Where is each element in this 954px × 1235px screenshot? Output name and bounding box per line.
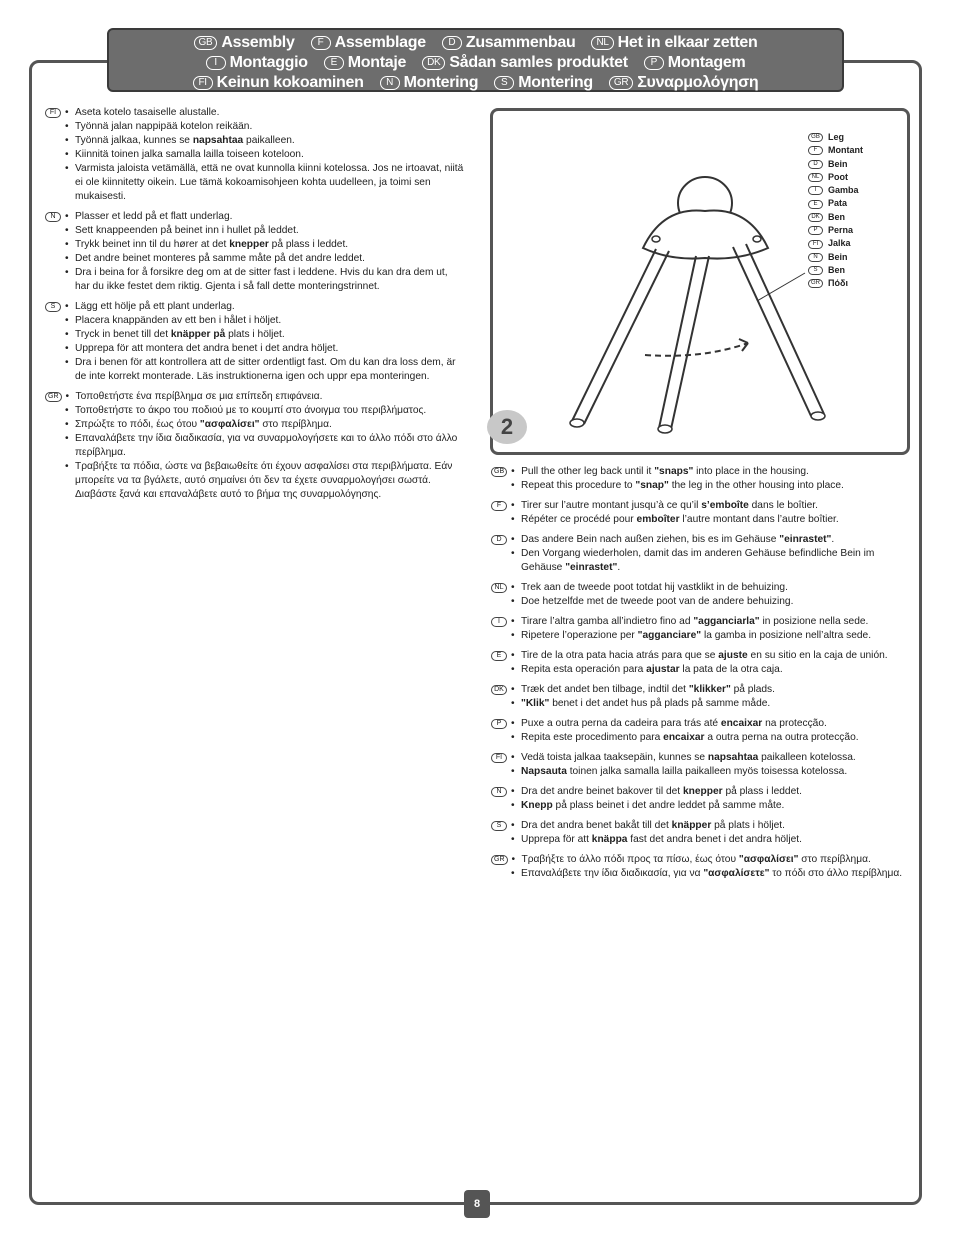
instruction-block bbox=[491, 853, 911, 881]
instruction-line bbox=[491, 853, 911, 867]
title-label: Montaggio bbox=[229, 54, 308, 71]
legend-item bbox=[808, 158, 863, 171]
instruction-text: Varmista jaloista vetämällä, että ne ovat kunnolla kiinni kotelossa. Jos ne irtoavat, niitä ei ole kiinnitetty oikein. Lue tämä kokoamisohjeen kohta uudelleen, ja toimi sen mukaisesti. bbox=[75, 163, 464, 202]
instruction-text: Lägg ett hölje på ett plant underlag. bbox=[75, 301, 235, 312]
bullet: • bbox=[65, 315, 69, 326]
title-label: Assemblage bbox=[334, 34, 426, 51]
title-label: Het in elkaar zetten bbox=[617, 34, 758, 51]
instruction-block bbox=[491, 615, 911, 643]
instruction-text: Επαναλάβετε την ίδια διαδικασία, για να συναρμολογήσετε και το άλλο πόδι στο άλλο περίβλημα. bbox=[75, 433, 458, 458]
bullet: • bbox=[511, 766, 515, 777]
bullet: • bbox=[511, 698, 515, 709]
instruction-line bbox=[45, 210, 465, 224]
legend-label: Poot bbox=[828, 171, 848, 182]
instruction-line bbox=[45, 106, 465, 120]
instruction-line bbox=[491, 799, 911, 813]
bullet: • bbox=[511, 596, 515, 607]
instruction-block bbox=[45, 106, 465, 204]
instruction-text: Repeat this procedure to "snap" the leg in the other housing into place. bbox=[521, 480, 844, 491]
title-label: Montagem bbox=[667, 54, 746, 71]
legend-item bbox=[808, 277, 863, 290]
instruction-line bbox=[45, 356, 465, 384]
language-code-badge: DK bbox=[491, 685, 507, 695]
instruction-text: Napsauta toinen jalka samalla lailla paikalleen myös toisessa kotelossa. bbox=[521, 766, 848, 777]
language-code-badge: GB bbox=[194, 36, 218, 50]
title-item bbox=[194, 34, 295, 52]
title-item bbox=[206, 54, 308, 72]
bullet: • bbox=[511, 752, 515, 763]
language-code-badge: GB bbox=[808, 133, 823, 142]
bullet: • bbox=[65, 211, 69, 222]
language-code-badge: P bbox=[644, 56, 664, 70]
page-number: 8 bbox=[464, 1190, 490, 1218]
instruction-text: Aseta kotelo tasaiselle alustalle. bbox=[75, 107, 220, 118]
legend-item bbox=[808, 211, 863, 224]
title-item bbox=[311, 34, 426, 52]
instruction-line bbox=[491, 581, 911, 595]
instruction-text: Trykk beinet inn til du hører at det knepper på plass i leddet. bbox=[75, 239, 349, 250]
instruction-line bbox=[491, 649, 911, 663]
legend-label: Gamba bbox=[828, 185, 859, 196]
instruction-line bbox=[45, 148, 465, 162]
bullet: • bbox=[511, 630, 515, 641]
language-code-badge: P bbox=[491, 719, 507, 729]
title-row bbox=[109, 53, 842, 73]
instruction-line bbox=[491, 717, 911, 731]
language-code-badge: GR bbox=[609, 76, 633, 90]
instruction-line bbox=[491, 731, 911, 745]
title-label: Montering bbox=[518, 74, 593, 91]
title-item bbox=[609, 74, 758, 92]
bullet: • bbox=[65, 239, 69, 250]
title-item bbox=[422, 54, 628, 72]
instruction-text: Doe hetzelfde met de tweede poot van de andere behuizing. bbox=[521, 596, 794, 607]
bullet: • bbox=[511, 650, 515, 661]
legend-item bbox=[808, 184, 863, 197]
bullet: • bbox=[65, 267, 69, 278]
bullet: • bbox=[65, 419, 69, 430]
instruction-text: Σπρώξτε το πόδι, έως ότου "ασφαλίσει" στο περίβλημα. bbox=[75, 419, 332, 430]
instruction-text: Repita este procedimento para encaixar a outra perna na outra protecção. bbox=[521, 732, 859, 743]
instruction-line bbox=[491, 765, 911, 779]
language-code-badge: S bbox=[491, 821, 507, 831]
legend-item bbox=[808, 237, 863, 250]
instruction-block bbox=[491, 649, 911, 677]
instruction-line bbox=[491, 867, 911, 881]
instruction-text: Dra i beina for å forsikre deg om at de sitter fast i leddene. Hvis du kan dra dem ut, har du ikke festet dem riktig. Gjenta i så fall dette monteringstrinnet. bbox=[75, 267, 448, 292]
bullet: • bbox=[65, 253, 69, 264]
instruction-text: Tryck in benet till det knäpper på plats i höljet. bbox=[75, 329, 285, 340]
language-code-badge: NL bbox=[491, 583, 507, 593]
instruction-line bbox=[491, 697, 911, 711]
instruction-text: Trek aan de tweede poot totdat hij vastklikt in de behuizing. bbox=[521, 582, 788, 593]
legend-label: Montant bbox=[828, 145, 863, 156]
bullet: • bbox=[511, 534, 515, 545]
left-instructions bbox=[45, 106, 465, 508]
instruction-line bbox=[45, 328, 465, 342]
right-instructions bbox=[491, 465, 911, 887]
bullet: • bbox=[511, 548, 515, 559]
instruction-text: Τοποθετήστε ένα περίβλημα σε μια επίπεδη επιφάνεια. bbox=[75, 391, 323, 402]
instruction-text: Tire de la otra pata hacia atrás para que se ajuste en su sitio en la caja de unión. bbox=[521, 650, 888, 661]
instruction-line bbox=[491, 785, 911, 799]
bullet: • bbox=[65, 405, 69, 416]
instruction-text: Repita esta operación para ajustar la pata de la otra caja. bbox=[521, 664, 783, 675]
language-code-badge: DK bbox=[422, 56, 445, 70]
instruction-block bbox=[491, 499, 911, 527]
legend-label: Bein bbox=[828, 158, 848, 169]
instruction-text: Ripetere l’operazione per "agganciare" la gamba in posizione nell’altra sede. bbox=[521, 630, 872, 641]
bullet: • bbox=[65, 329, 69, 340]
bullet: • bbox=[511, 800, 515, 811]
language-code-badge: D bbox=[442, 36, 462, 50]
language-code-badge: I bbox=[206, 56, 226, 70]
instruction-line bbox=[45, 120, 465, 134]
language-code-badge: F bbox=[311, 36, 331, 50]
bullet: • bbox=[65, 357, 69, 368]
instruction-text: Répéter ce procédé pour emboîter l’autre montant dans l’autre boîtier. bbox=[521, 514, 839, 525]
legend-item bbox=[808, 224, 863, 237]
step-number-badge: 2 bbox=[487, 410, 527, 444]
title-item bbox=[591, 34, 757, 52]
instruction-line bbox=[491, 819, 911, 833]
instruction-text: Træk det andet ben tilbage, indtil det "klikker" på plads. bbox=[521, 684, 775, 695]
instruction-line bbox=[491, 479, 911, 493]
instruction-text: Det andre beinet monteres på samme måte på det andre leddet. bbox=[75, 253, 365, 264]
bullet: • bbox=[511, 466, 515, 477]
instruction-line bbox=[45, 404, 465, 418]
legend-label: Πόδι bbox=[828, 278, 848, 289]
parts-legend bbox=[808, 131, 863, 291]
instruction-block bbox=[491, 533, 911, 575]
instruction-text: Τραβήξτε το άλλο πόδι προς τα πίσω, έως ότου "ασφαλίσει" στο περίβλημα. bbox=[521, 854, 871, 865]
title-label: Keinun kokoaminen bbox=[216, 74, 364, 91]
instruction-block bbox=[45, 300, 465, 384]
bullet: • bbox=[511, 684, 515, 695]
bullet: • bbox=[65, 121, 69, 132]
language-code-badge: F bbox=[808, 146, 823, 155]
instruction-block bbox=[491, 819, 911, 847]
instruction-line bbox=[45, 418, 465, 432]
instruction-text: Den Vorgang wiederholen, damit das im anderen Gehäuse befindliche Bein im Gehäuse "einrastet". bbox=[521, 548, 875, 573]
instruction-line bbox=[491, 533, 911, 547]
language-code-badge: S bbox=[494, 76, 514, 90]
language-code-badge: E bbox=[324, 56, 344, 70]
instruction-line bbox=[491, 499, 911, 513]
legend-item bbox=[808, 131, 863, 144]
instruction-text: Puxe a outra perna da cadeira para trás até encaixar na protecção. bbox=[521, 718, 827, 729]
language-code-badge: I bbox=[491, 617, 507, 627]
legend-label: Ben bbox=[828, 264, 846, 275]
instruction-line bbox=[45, 432, 465, 460]
legend-item bbox=[808, 171, 863, 184]
language-code-badge: NL bbox=[808, 173, 823, 182]
instruction-line bbox=[45, 224, 465, 238]
title-label: Zusammenbau bbox=[465, 34, 576, 51]
legend-label: Pata bbox=[828, 198, 848, 209]
instruction-block bbox=[491, 465, 911, 493]
language-code-badge: FI bbox=[193, 76, 213, 90]
bullet: • bbox=[511, 616, 515, 627]
language-code-badge: P bbox=[808, 226, 823, 235]
language-code-badge: F bbox=[491, 501, 507, 511]
instruction-line bbox=[491, 465, 911, 479]
legend-item bbox=[808, 144, 863, 157]
language-code-badge: D bbox=[491, 535, 507, 545]
instruction-text: Dra det andre beinet bakover til det knepper på plass i leddet. bbox=[521, 786, 802, 797]
legend-label: Leg bbox=[828, 132, 845, 142]
bullet: • bbox=[65, 301, 69, 312]
language-code-badge: GR bbox=[491, 855, 508, 865]
bullet: • bbox=[511, 664, 515, 675]
language-code-badge: E bbox=[808, 200, 823, 209]
legend-label: Jalka bbox=[828, 238, 851, 249]
bullet: • bbox=[511, 786, 515, 797]
instruction-line bbox=[491, 547, 911, 575]
instruction-text: Työnnä jalan nappipää kotelon reikään. bbox=[75, 121, 253, 132]
bullet: • bbox=[65, 343, 69, 354]
instruction-block bbox=[491, 683, 911, 711]
instruction-line bbox=[491, 595, 911, 609]
instruction-line bbox=[45, 300, 465, 314]
instruction-block bbox=[491, 785, 911, 813]
bullet: • bbox=[511, 820, 515, 831]
instruction-line bbox=[491, 663, 911, 677]
language-code-badge: N bbox=[808, 253, 823, 262]
bullet: • bbox=[511, 834, 515, 845]
bullet: • bbox=[65, 461, 69, 472]
instruction-text: Dra i benen för att kontrollera att de sitter ordentligt fast. Om du kan dra loss dem, är de inte korrekt monterade. Läs instruktionerna igen och uppr epa monteringen. bbox=[75, 357, 456, 382]
instruction-line bbox=[491, 615, 911, 629]
instruction-line bbox=[491, 513, 911, 527]
bullet: • bbox=[511, 500, 515, 511]
instruction-line bbox=[491, 629, 911, 643]
instruction-line bbox=[491, 833, 911, 847]
instruction-line bbox=[45, 342, 465, 356]
instruction-text: Placera knappänden av ett ben i hålet i höljet. bbox=[75, 315, 282, 326]
bullet: • bbox=[65, 163, 69, 174]
bullet: • bbox=[511, 480, 515, 491]
instruction-block bbox=[491, 751, 911, 779]
title-item bbox=[380, 74, 479, 92]
instruction-text: Tirare l’altra gamba all’indietro fino ad "agganciarla" in posizione nella sede. bbox=[521, 616, 869, 627]
title-row bbox=[109, 73, 842, 93]
instruction-line bbox=[45, 460, 465, 502]
bullet: • bbox=[511, 732, 515, 743]
language-code-badge: N bbox=[45, 212, 61, 222]
title-label: Συναρμολόγηση bbox=[637, 74, 759, 91]
instruction-block bbox=[491, 581, 911, 609]
instruction-text: Τοποθετήστε το άκρο του ποδιού με το κουμπί στο άνοιγμα του περιβλήματος. bbox=[75, 405, 427, 416]
instruction-text: Kiinnitä toinen jalka samalla lailla toiseen koteloon. bbox=[75, 149, 304, 160]
title-label: Assembly bbox=[221, 34, 295, 51]
instruction-text: Επαναλάβετε την ίδια διαδικασία, για να "ασφαλίσετε" το πόδι στο άλλο περίβλημα. bbox=[521, 868, 903, 879]
legend-label: Perna bbox=[828, 225, 854, 236]
title-banner bbox=[107, 28, 844, 92]
bullet: • bbox=[511, 868, 515, 879]
instruction-line bbox=[45, 314, 465, 328]
instruction-line bbox=[45, 266, 465, 294]
instruction-block bbox=[45, 390, 465, 502]
instruction-line bbox=[45, 134, 465, 148]
instruction-text: Pull the other leg back until it "snaps" into place in the housing. bbox=[521, 466, 809, 477]
title-item bbox=[442, 34, 576, 52]
legend-item bbox=[808, 251, 863, 264]
language-code-badge: DK bbox=[808, 213, 823, 222]
language-code-badge: NL bbox=[591, 36, 613, 50]
title-item bbox=[644, 54, 746, 72]
language-code-badge: E bbox=[491, 651, 507, 661]
title-row bbox=[109, 33, 842, 53]
title-item bbox=[324, 54, 406, 72]
instruction-text: Knepp på plass beinet i det andre leddet på samme måte. bbox=[521, 800, 785, 811]
bullet: • bbox=[65, 107, 69, 118]
instruction-text: Das andere Bein nach außen ziehen, bis es im Gehäuse "einrastet". bbox=[521, 534, 835, 545]
instruction-text: Τραβήξτε τα πόδια, ώστε να βεβαιωθείτε ότι έχουν ασφαλίσει στα περιβλήματα. Εάν μπορείτε να τα βγάλετε, αυτό σημαίνει ότι δεν τα έχετε συναρμολογήσει σωστά. Διαβάστε ξανά και επαναλάβετε αυτό το βήμα της συναρμολόγησης. bbox=[75, 461, 453, 500]
title-item bbox=[494, 74, 593, 92]
instruction-line bbox=[491, 683, 911, 697]
bullet: • bbox=[511, 718, 515, 729]
instruction-block bbox=[491, 717, 911, 745]
bullet: • bbox=[65, 135, 69, 146]
instruction-text: Dra det andra benet bakåt till det knäpper på plats i höljet. bbox=[521, 820, 785, 831]
instruction-text: Sett knappeenden på beinet inn i hullet på leddet. bbox=[75, 225, 299, 236]
bullet: • bbox=[511, 854, 516, 865]
language-code-badge: S bbox=[45, 302, 61, 312]
title-label: Sådan samles produktet bbox=[449, 54, 628, 71]
language-code-badge: FI bbox=[808, 240, 823, 249]
bullet: • bbox=[65, 391, 70, 402]
bullet: • bbox=[65, 433, 69, 444]
language-code-badge: N bbox=[380, 76, 400, 90]
title-label: Montaje bbox=[347, 54, 407, 71]
language-code-badge: GB bbox=[491, 467, 507, 477]
instruction-text: Työnnä jalkaa, kunnes se napsahtaa paikalleen. bbox=[75, 135, 295, 146]
language-code-badge: GR bbox=[45, 392, 62, 402]
language-code-badge: S bbox=[808, 266, 823, 275]
instruction-text: Plasser et ledd på et flatt underlag. bbox=[75, 211, 233, 222]
instruction-line bbox=[45, 162, 465, 204]
instruction-text: Upprepa för att montera det andra benet i det andra höljet. bbox=[75, 343, 339, 354]
legend-label: Bein bbox=[828, 251, 848, 262]
instruction-line bbox=[45, 390, 465, 404]
instruction-text: Upprepa för att knäppa fast det andra benet i det andra höljet. bbox=[521, 834, 802, 845]
language-code-badge: N bbox=[491, 787, 507, 797]
language-code-badge: FI bbox=[491, 753, 507, 763]
instruction-line bbox=[45, 238, 465, 252]
bullet: • bbox=[511, 582, 515, 593]
legend-label: Ben bbox=[828, 211, 846, 222]
language-code-badge: FI bbox=[45, 108, 61, 118]
instruction-text: Tirer sur l’autre montant jusqu’à ce qu’il s’emboîte dans le boîtier. bbox=[521, 500, 818, 511]
legend-item bbox=[808, 264, 863, 277]
language-code-badge: D bbox=[808, 160, 823, 169]
title-item bbox=[193, 74, 364, 92]
language-code-badge: I bbox=[808, 186, 823, 195]
instruction-block bbox=[45, 210, 465, 294]
instruction-text: "Klik" benet i det andet hus på plads på samme måde. bbox=[521, 698, 771, 709]
instruction-text: Vedä toista jalkaa taaksepäin, kunnes se napsahtaa paikalleen kotelossa. bbox=[521, 752, 856, 763]
instruction-line bbox=[491, 751, 911, 765]
bullet: • bbox=[511, 514, 515, 525]
bullet: • bbox=[65, 225, 69, 236]
legend-item bbox=[808, 197, 863, 210]
title-label: Montering bbox=[403, 74, 479, 91]
instruction-line bbox=[45, 252, 465, 266]
language-code-badge: GR bbox=[808, 279, 823, 288]
bullet: • bbox=[65, 149, 69, 160]
